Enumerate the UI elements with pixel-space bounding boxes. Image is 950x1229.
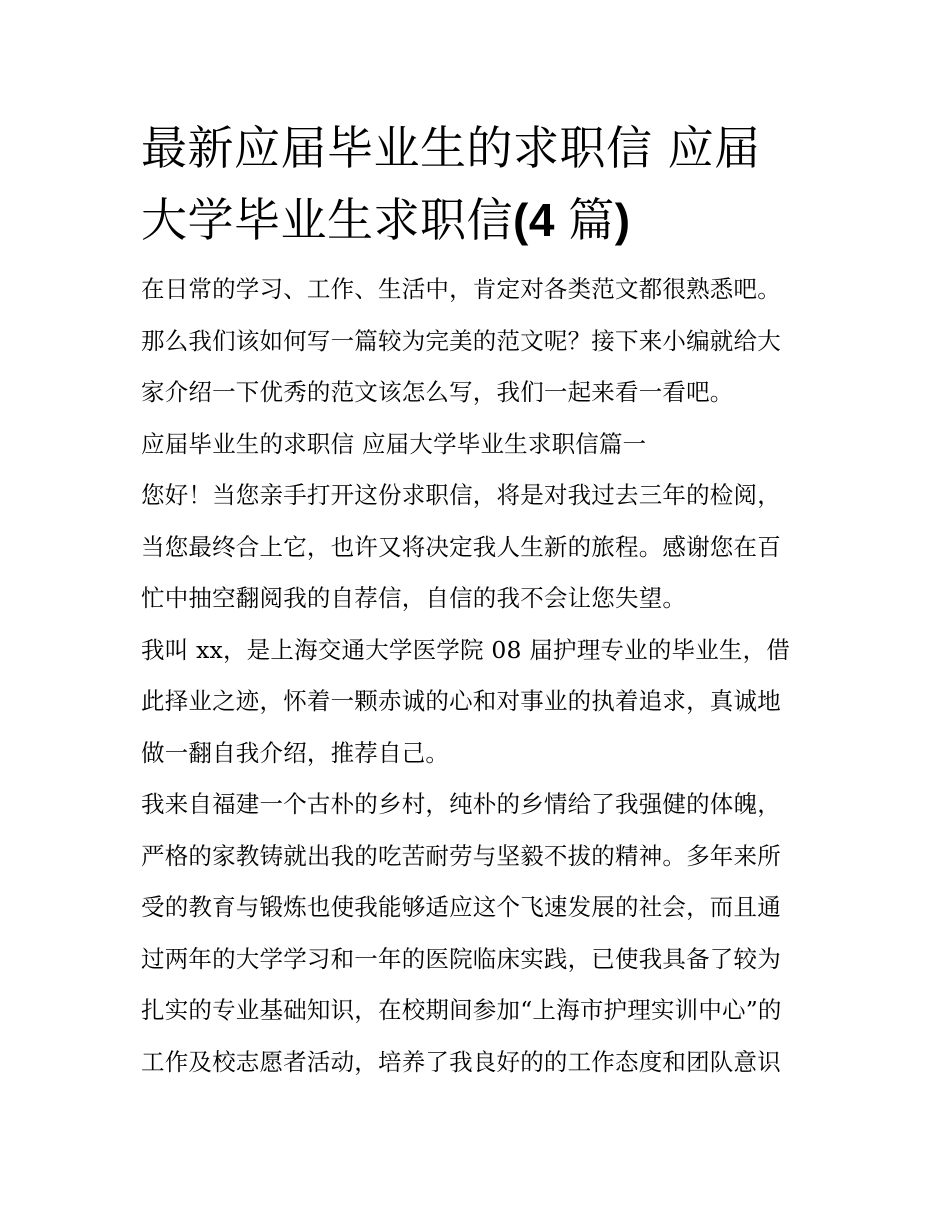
title-line-2-close: ) (614, 194, 631, 246)
text-line: 您好！当您亲手打开这份求职信，将是对我过去三年的检阅， (141, 481, 781, 509)
text-line: 家介绍一下优秀的范文该怎么写，我们一起来看一看吧。 (141, 378, 734, 406)
title-line-2-prefix: 大学毕业生求职信 (141, 193, 513, 247)
text-line: 那么我们该如何写一篇较为完美的范文呢？接下来小编就给大 (141, 326, 781, 355)
text-line: 在日常的学习、工作、生活中，肯定对各类范文都很熟悉吧。 (141, 275, 781, 303)
text-line: 我来自福建一个古朴的乡村，纯朴的乡情给了我强健的体魄， (141, 790, 781, 818)
text-line: 忙中抽空翻阅我的自荐信，自信的我不会让您失望。 (141, 584, 687, 612)
text-line: 此择业之迹，怀着一颗赤诚的心和对事业的执着追求，真诚地 (141, 687, 781, 715)
document-content (141, 112, 816, 1088)
title-line-2-word: 篇 (568, 193, 615, 247)
text-line: 扎实的专业基础知识，在校期间参加“上海市护理实训中心”的 (141, 996, 782, 1024)
text-line: 当您最终合上它，也许又将决定我人生新的旅程。感谢您在百 (141, 532, 781, 561)
text-line: 我叫 xx，是上海交通大学医学院 08 届护理专业的毕业生，借 (141, 635, 791, 664)
text-line: 工作及校志愿者活动，培养了我良好的的工作态度和团队意识 (141, 1047, 781, 1076)
section-heading: 应届毕业生的求职信 应届大学毕业生求职信篇一 (141, 429, 647, 458)
title-line-1: 最新应届毕业生的求职信 应届 (141, 121, 761, 175)
text-line: 受的教育与锻炼也使我能够适应这个飞速发展的社会，而且通 (141, 893, 781, 921)
text-line: 做一翻自我介绍，推荐自己。 (141, 738, 450, 767)
text-line: 过两年的大学学习和一年的医院临床实践，已使我具备了较为 (141, 944, 781, 973)
text-line: 严格的家教铸就出我的吃苦耐劳与坚毅不拔的精神。多年来所 (141, 841, 781, 870)
title-line-2-open: (4 (513, 194, 569, 246)
body-text (141, 264, 816, 1088)
document-title (141, 112, 816, 256)
